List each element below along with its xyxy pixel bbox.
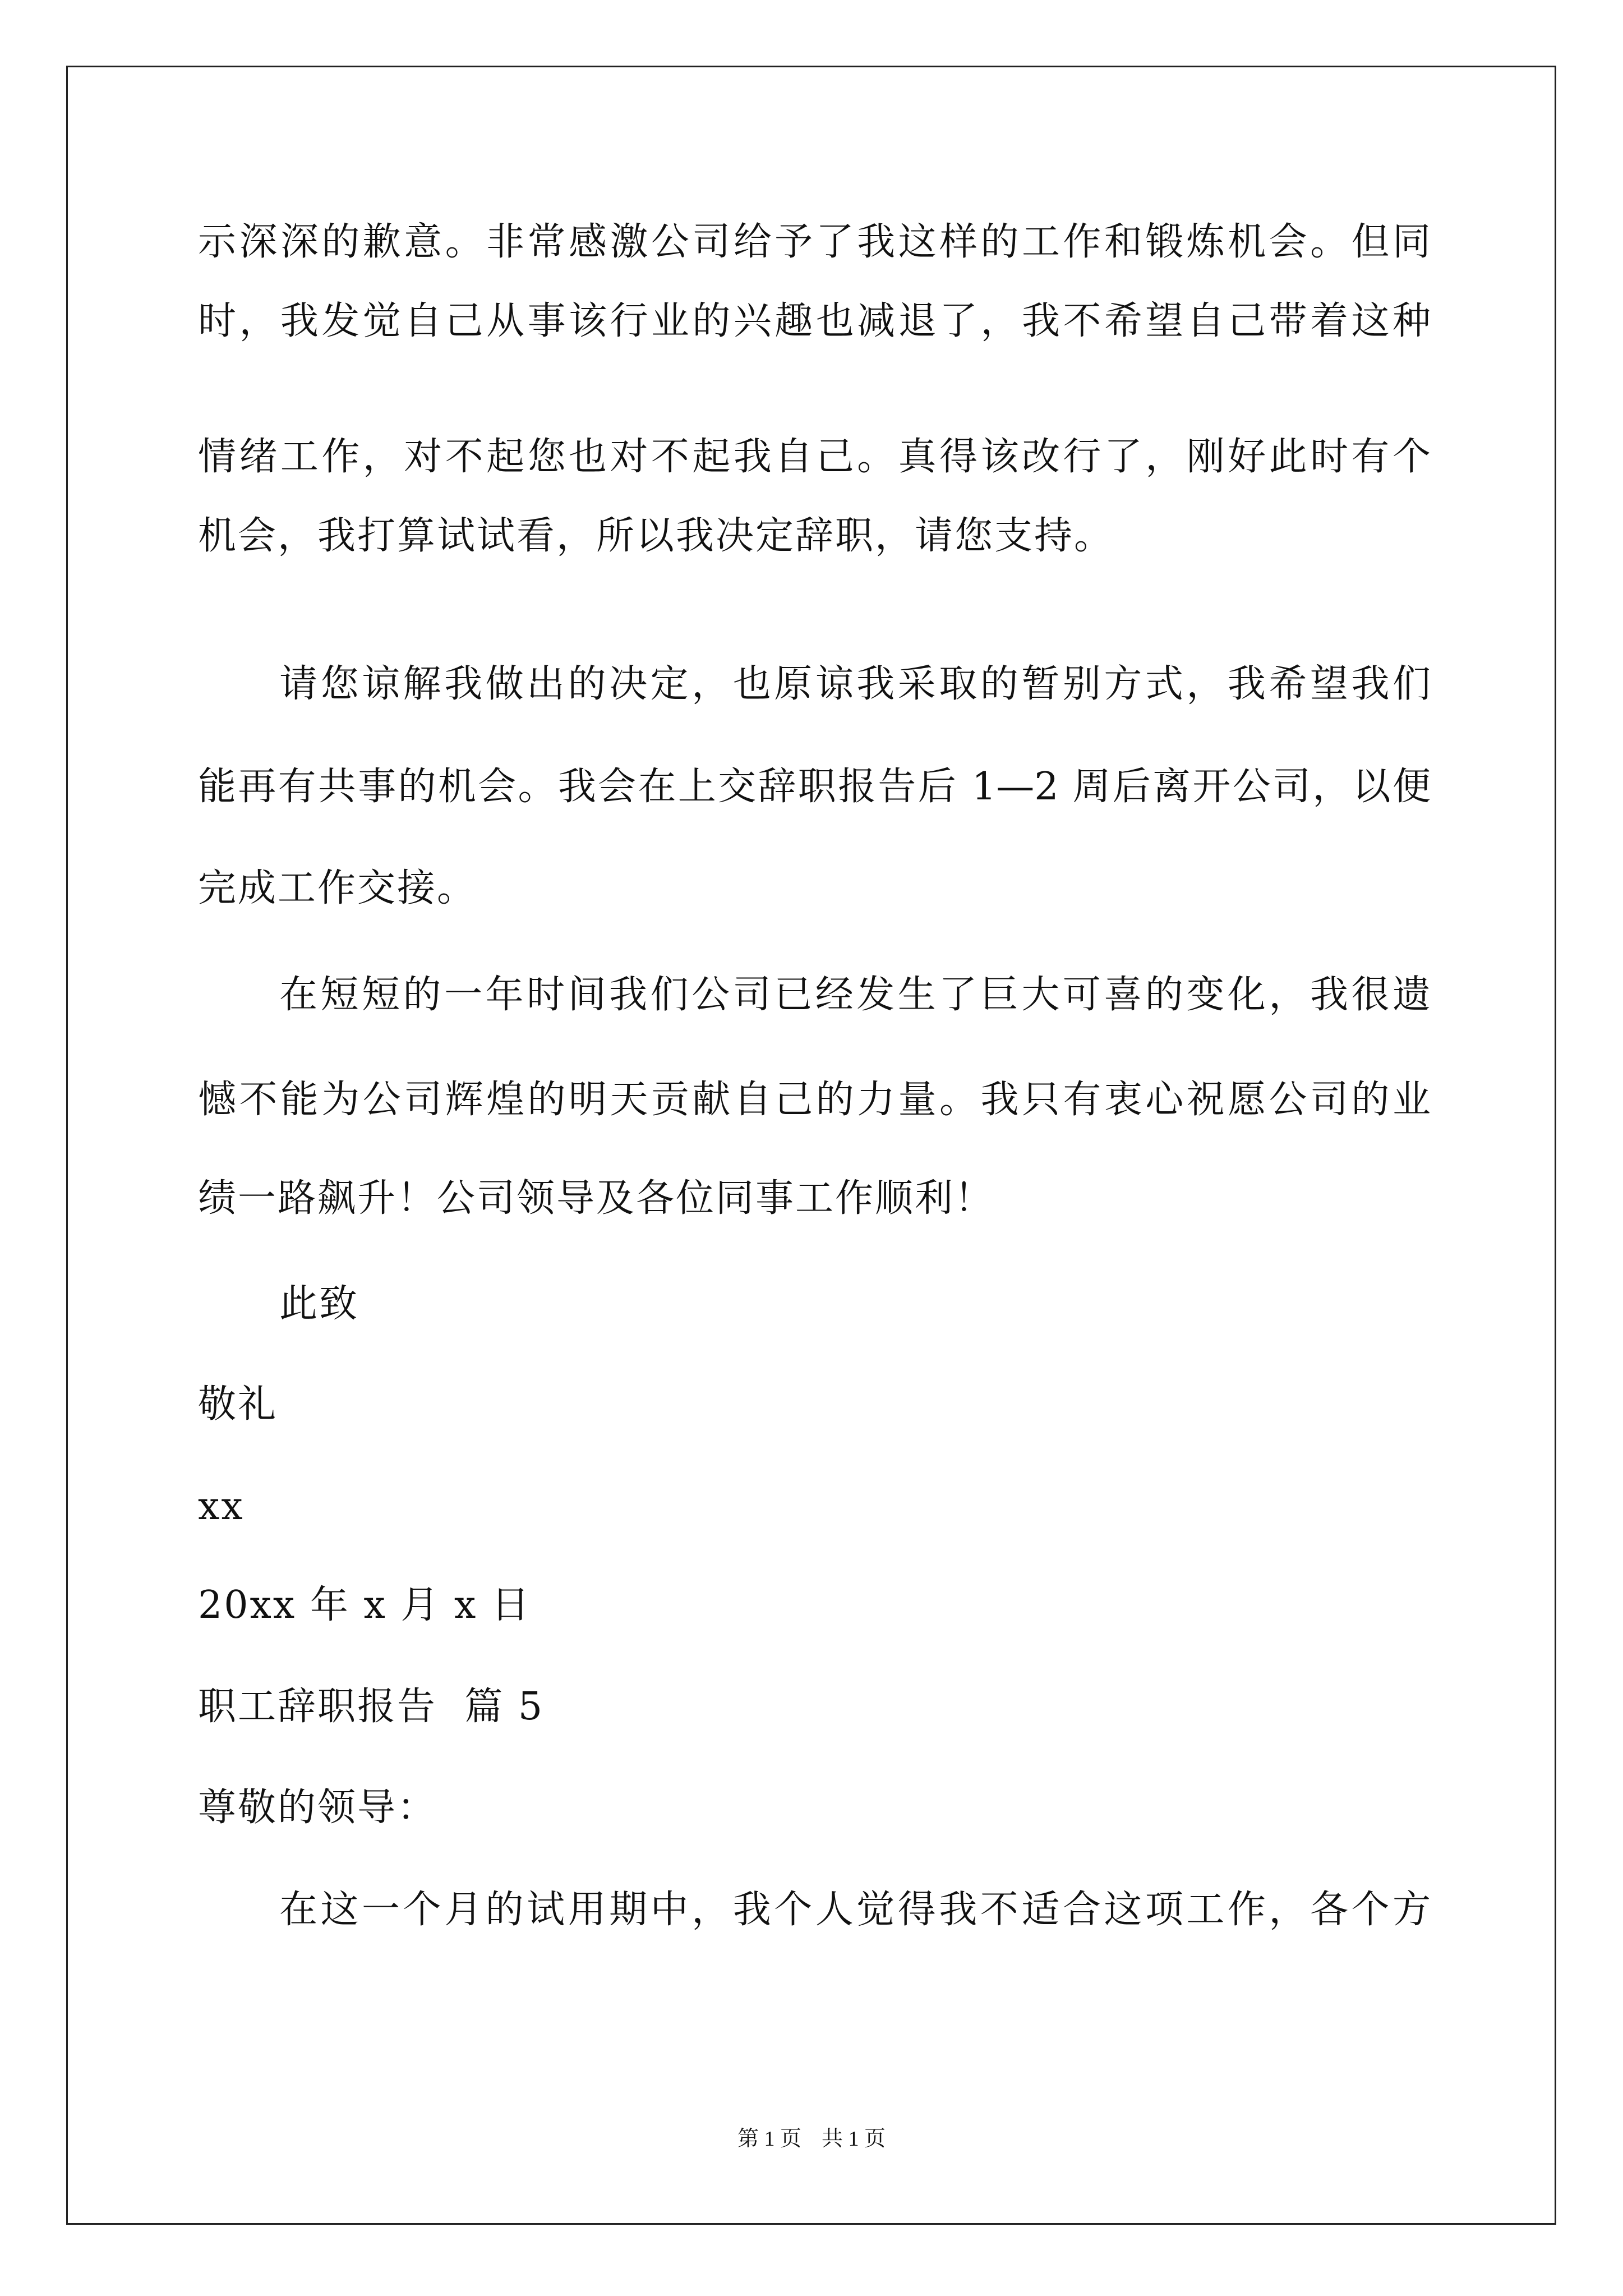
paragraph-line: 时，我发觉自己从事该行业的兴趣也减退了，我不希望自己带着这种: [198, 299, 1431, 343]
paragraph-line: 绩一路飙升！公司领导及各位同事工作顺利！: [198, 1176, 995, 1221]
greeting-text: 尊敬的领导：: [198, 1786, 437, 1830]
paragraph-line: 完成工作交接。: [198, 866, 477, 910]
paragraph-line: 情绪工作，对不起您也对不起我自己。真得该改行了，刚好此时有个: [198, 435, 1431, 479]
page-footer: [0, 2125, 1623, 2153]
signature-text: xx: [198, 1484, 245, 1529]
paragraph-line: 机会，我打算试试看，所以我决定辞职，请您支持。: [198, 514, 1114, 558]
paragraph-line: 请您谅解我做出的决定，也原谅我采取的暂别方式，我希望我们: [279, 662, 1431, 706]
paragraph-line: 在短短的一年时间我们公司已经发生了巨大可喜的变化，我很遗: [279, 973, 1431, 1017]
paragraph-line: 示深深的歉意。非常感激公司给予了我这样的工作和锻炼机会。但同: [198, 220, 1431, 264]
closing-text: 此致: [279, 1282, 359, 1326]
date-text: 20xx 年 x 月 x 日: [198, 1583, 532, 1627]
section-title: 职工辞职报告 篇 5: [198, 1685, 545, 1729]
paragraph-line: 憾不能为公司辉煌的明天贡献自己的力量。我只有衷心祝愿公司的业: [198, 1078, 1431, 1122]
paragraph-line: 能再有共事的机会。我会在上交辞职报告后 1—2 周后离开公司，以便: [198, 765, 1431, 809]
salute-text: 敬礼: [198, 1382, 278, 1427]
total-pages: 共 1 页: [822, 2127, 886, 2151]
page-number: 第 1 页: [737, 2127, 801, 2151]
paragraph-line: 在这一个月的试用期中，我个人觉得我不适合这项工作，各个方: [279, 1888, 1431, 1932]
